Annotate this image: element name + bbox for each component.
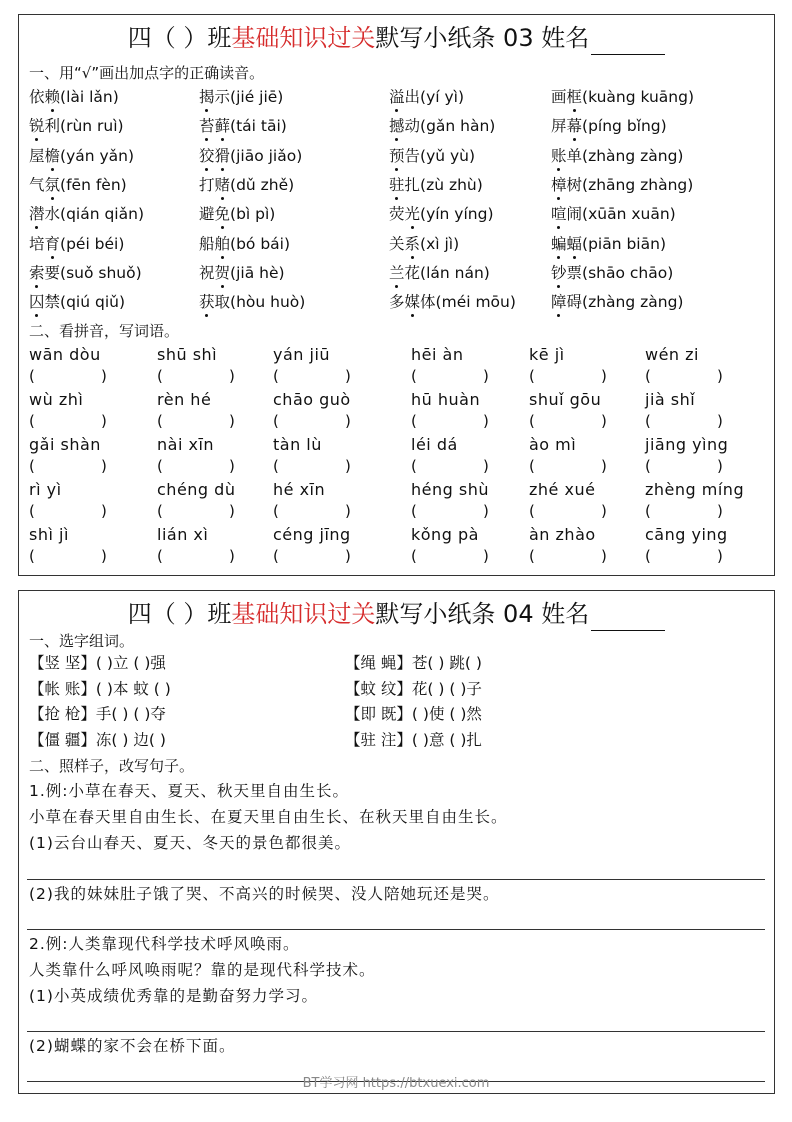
paren-right: ) bbox=[717, 547, 723, 565]
word-item[interactable]: 揭示(jié jiē) bbox=[199, 88, 284, 106]
section-title: 一、用“√”画出加点字的正确读音。 bbox=[29, 64, 265, 82]
answer-blank[interactable] bbox=[411, 457, 489, 475]
paren-right: ) bbox=[601, 547, 607, 565]
pinyin-label: héng shù bbox=[411, 480, 489, 499]
word-item[interactable]: 屏幕(píng bǐng) bbox=[551, 117, 667, 136]
answer-blank[interactable] bbox=[157, 457, 235, 475]
answer-blank[interactable] bbox=[645, 457, 723, 475]
answer-blank[interactable] bbox=[29, 457, 107, 475]
paren-left: ( bbox=[157, 547, 163, 565]
word-item[interactable]: 依赖(lài lǎn) bbox=[29, 88, 119, 106]
paren-left: ( bbox=[529, 367, 535, 385]
pinyin-label: chāo guò bbox=[273, 390, 351, 409]
choose-word-item[interactable]: 【蚊 纹】花( ) ( )子 bbox=[345, 679, 482, 698]
paren-right: ) bbox=[345, 367, 351, 385]
paren-left: ( bbox=[411, 457, 417, 475]
word-item[interactable]: 避免(bì pì) bbox=[199, 205, 276, 224]
choose-word-item[interactable]: 【绳 蝇】苍( ) 跳( ) bbox=[345, 654, 482, 672]
paren-left: ( bbox=[29, 547, 35, 565]
pinyin-label: gǎi shàn bbox=[29, 435, 101, 454]
paren-right: ) bbox=[101, 547, 107, 565]
answer-blank[interactable] bbox=[529, 547, 607, 565]
word-item[interactable]: 樟树(zhāng zhàng) bbox=[551, 175, 694, 194]
pinyin-label: kē jì bbox=[529, 345, 565, 364]
section-title: 二、照样子，改写句子。 bbox=[29, 757, 195, 775]
name-blank[interactable] bbox=[591, 28, 665, 55]
pinyin-label: rì yì bbox=[29, 480, 62, 499]
answer-blank[interactable] bbox=[529, 457, 607, 475]
pinyin-label: hé xīn bbox=[273, 480, 326, 499]
answer-blank[interactable] bbox=[273, 502, 351, 520]
pinyin-label: kǒng pà bbox=[411, 525, 479, 544]
answer-blank[interactable] bbox=[411, 547, 489, 565]
title-highlight: 基础知识过关 bbox=[231, 24, 376, 52]
question-1: (1)云台山春天、夏天、冬天的景色都很美。 bbox=[29, 834, 351, 852]
word-item[interactable]: 蝙蝠(piān biān) bbox=[551, 234, 666, 253]
name-blank[interactable] bbox=[591, 604, 665, 631]
paren-right: ) bbox=[717, 412, 723, 430]
paren-left: ( bbox=[29, 412, 35, 430]
word-item[interactable]: 多媒体(méi mōu) bbox=[389, 293, 516, 312]
paren-right: ) bbox=[717, 367, 723, 385]
paren-left: ( bbox=[273, 367, 279, 385]
paren-right: ) bbox=[483, 412, 489, 430]
pinyin-label: zhé xué bbox=[529, 480, 596, 499]
answer-blank[interactable] bbox=[157, 502, 235, 520]
pinyin-label: jià shǐ bbox=[645, 390, 696, 409]
pinyin-label: cāng ying bbox=[645, 525, 728, 544]
paren-left: ( bbox=[529, 502, 535, 520]
paren-left: ( bbox=[29, 502, 35, 520]
choose-word-item[interactable]: 【驻 注】( )意 ( )扎 bbox=[345, 730, 482, 749]
pinyin-label: léi dá bbox=[411, 435, 458, 454]
pinyin-label: shū shì bbox=[157, 345, 218, 364]
footer-watermark: BT学习网 https://btxuexi.com bbox=[302, 1076, 490, 1091]
paren-left: ( bbox=[157, 367, 163, 385]
paren-right: ) bbox=[717, 502, 723, 520]
word-item[interactable]: 培育(péi béi) bbox=[29, 234, 125, 253]
paren-right: ) bbox=[345, 457, 351, 475]
paren-right: ) bbox=[483, 502, 489, 520]
pinyin-label: rèn hé bbox=[157, 390, 212, 409]
word-item[interactable]: 获取(hòu huò) bbox=[199, 293, 306, 312]
title-highlight: 基础知识过关 bbox=[231, 600, 376, 628]
word-item[interactable]: 画框(kuàng kuāng) bbox=[551, 88, 695, 106]
paren-right: ) bbox=[483, 547, 489, 565]
choose-word-item[interactable]: 【竖 坚】( )立 ( )强 bbox=[29, 654, 166, 672]
paren-right: ) bbox=[601, 367, 607, 385]
pinyin-label: ào mì bbox=[529, 435, 577, 454]
example-answer: 小草在春天里自由生长、在夏天里自由生长、在秋天里自由生长。 bbox=[29, 808, 508, 826]
word-item[interactable]: 气氛(fēn fèn) bbox=[29, 175, 127, 194]
word-item[interactable]: 溢出(yí yì) bbox=[389, 88, 465, 106]
answer-blank[interactable] bbox=[29, 412, 107, 430]
paren-right: ) bbox=[483, 367, 489, 385]
pinyin-label: tàn lù bbox=[273, 435, 322, 454]
paren-left: ( bbox=[273, 412, 279, 430]
paren-right: ) bbox=[717, 457, 723, 475]
pinyin-label: wān dòu bbox=[29, 345, 101, 364]
word-item[interactable]: 狡猾(jiāo jiǎo) bbox=[199, 146, 303, 165]
word-item[interactable]: 打赌(dǔ zhě) bbox=[199, 175, 295, 194]
paren-right: ) bbox=[101, 502, 107, 520]
section-title: 一、选字组词。 bbox=[29, 632, 135, 650]
answer-blank[interactable] bbox=[529, 367, 607, 385]
title-suffix: 默写小纸条 03 姓名 bbox=[375, 24, 590, 52]
paren-right: ) bbox=[601, 502, 607, 520]
word-item[interactable]: 潜水(qián qiǎn) bbox=[29, 205, 144, 224]
paren-left: ( bbox=[157, 457, 163, 475]
choose-word-item[interactable]: 【抢 枪】手( ) ( )夺 bbox=[29, 705, 166, 723]
paren-left: ( bbox=[645, 367, 651, 385]
question-1: (1)小英成绩优秀靠的是勤奋努力学习。 bbox=[29, 987, 318, 1005]
pinyin-label: jiāng yìng bbox=[645, 435, 729, 454]
paren-left: ( bbox=[273, 457, 279, 475]
word-item[interactable]: 锐利(rùn ruì) bbox=[29, 117, 124, 136]
pinyin-label: shì jì bbox=[29, 525, 69, 544]
word-item[interactable]: 预告(yǔ yù) bbox=[389, 146, 476, 165]
word-item[interactable]: 祝贺(jiā hè) bbox=[199, 263, 285, 282]
answer-blank[interactable] bbox=[157, 412, 235, 430]
pinyin-label: àn zhào bbox=[529, 525, 596, 544]
worksheet-04 bbox=[18, 590, 775, 1094]
word-item[interactable]: 关系(xì jì) bbox=[389, 234, 460, 253]
paren-right: ) bbox=[101, 457, 107, 475]
answer-blank[interactable] bbox=[273, 367, 351, 385]
paren-left: ( bbox=[529, 547, 535, 565]
choose-word-item[interactable]: 【僵 疆】冻( ) 边( ) bbox=[29, 730, 166, 749]
answer-blank[interactable] bbox=[645, 367, 723, 385]
answer-line[interactable] bbox=[27, 879, 765, 880]
answer-blank[interactable] bbox=[411, 412, 489, 430]
word-item[interactable]: 屋檐(yán yǎn) bbox=[29, 146, 135, 165]
paren-right: ) bbox=[229, 547, 235, 565]
pinyin-label: nài xīn bbox=[157, 435, 215, 454]
answer-blank[interactable] bbox=[645, 412, 723, 430]
paren-right: ) bbox=[229, 367, 235, 385]
paren-right: ) bbox=[601, 457, 607, 475]
pinyin-label: wù zhì bbox=[29, 390, 84, 409]
answer-blank[interactable] bbox=[645, 547, 723, 565]
title-class-prefix: 四（ ）班 bbox=[127, 24, 232, 52]
word-item[interactable]: 囚禁(qiú qiǔ) bbox=[29, 293, 125, 312]
paren-right: ) bbox=[483, 457, 489, 475]
answer-blank[interactable] bbox=[529, 412, 607, 430]
answer-blank[interactable] bbox=[157, 547, 235, 565]
answer-blank[interactable] bbox=[273, 412, 351, 430]
answer-blank[interactable] bbox=[411, 502, 489, 520]
pinyin-label: céng jīng bbox=[273, 525, 351, 544]
choose-word-item[interactable]: 【即 既】( )使 ( )然 bbox=[345, 705, 482, 723]
word-item[interactable]: 撼动(gǎn hàn) bbox=[389, 117, 496, 136]
pinyin-label: hū huàn bbox=[411, 390, 481, 409]
paren-left: ( bbox=[157, 412, 163, 430]
worksheet-title bbox=[19, 21, 774, 55]
answer-blank[interactable] bbox=[29, 502, 107, 520]
paren-left: ( bbox=[273, 547, 279, 565]
word-item[interactable]: 障碍(zhàng zàng) bbox=[551, 293, 684, 312]
paren-left: ( bbox=[411, 367, 417, 385]
answer-blank[interactable] bbox=[157, 367, 235, 385]
paren-left: ( bbox=[273, 502, 279, 520]
answer-line[interactable] bbox=[27, 1031, 765, 1032]
paren-left: ( bbox=[529, 457, 535, 475]
question-2: (2)蝴蝶的家不会在桥下面。 bbox=[29, 1037, 236, 1055]
pinyin-label: zhèng míng bbox=[645, 480, 745, 499]
paren-left: ( bbox=[645, 547, 651, 565]
paren-right: ) bbox=[345, 502, 351, 520]
answer-blank[interactable] bbox=[29, 367, 107, 385]
word-item[interactable]: 驻扎(zù zhù) bbox=[389, 175, 483, 194]
paren-left: ( bbox=[29, 457, 35, 475]
answer-blank[interactable] bbox=[645, 502, 723, 520]
paren-right: ) bbox=[601, 412, 607, 430]
word-item[interactable]: 喧闹(xūān xuān) bbox=[551, 205, 676, 224]
answer-blank[interactable] bbox=[529, 502, 607, 520]
paren-right: ) bbox=[345, 412, 351, 430]
paren-left: ( bbox=[29, 367, 35, 385]
word-item[interactable]: 兰花(lán nán) bbox=[389, 263, 490, 282]
word-item[interactable]: 苔藓(tái tāi) bbox=[199, 117, 287, 136]
paren-right: ) bbox=[229, 502, 235, 520]
paren-left: ( bbox=[411, 547, 417, 565]
pinyin-label: chéng dù bbox=[157, 480, 236, 499]
word-item[interactable]: 钞票(shāo chāo) bbox=[551, 263, 674, 282]
paren-right: ) bbox=[229, 412, 235, 430]
title-suffix: 默写小纸条 04 姓名 bbox=[375, 600, 590, 628]
paren-right: ) bbox=[101, 412, 107, 430]
paren-left: ( bbox=[157, 502, 163, 520]
answer-blank[interactable] bbox=[411, 367, 489, 385]
pinyin-label: lián xì bbox=[157, 525, 209, 544]
example-answer: 人类靠什么呼风唤雨呢？靠的是现代科学技术。 bbox=[29, 961, 376, 979]
example-sentence: 2.例:人类靠现代科学技术呼风唤雨。 bbox=[29, 935, 300, 953]
worksheet-title bbox=[19, 597, 774, 631]
paren-left: ( bbox=[645, 502, 651, 520]
paren-left: ( bbox=[529, 412, 535, 430]
paren-left: ( bbox=[645, 412, 651, 430]
answer-blank[interactable] bbox=[29, 547, 107, 565]
word-item[interactable]: 船舶(bó bái) bbox=[199, 234, 291, 253]
paren-left: ( bbox=[645, 457, 651, 475]
title-class-prefix: 四（ ）班 bbox=[127, 600, 232, 628]
paren-left: ( bbox=[411, 412, 417, 430]
section-title: 二、看拼音，写词语。 bbox=[29, 322, 180, 340]
word-item[interactable]: 账单(zhàng zàng) bbox=[551, 146, 684, 165]
paren-left: ( bbox=[411, 502, 417, 520]
choose-word-item[interactable]: 【帐 账】( )本 蚊 ( ) bbox=[29, 679, 171, 698]
word-item[interactable]: 荧光(yín yíng) bbox=[389, 205, 494, 224]
answer-blank[interactable] bbox=[273, 457, 351, 475]
paren-right: ) bbox=[345, 547, 351, 565]
paren-right: ) bbox=[229, 457, 235, 475]
answer-line[interactable] bbox=[27, 929, 765, 930]
question-2: (2)我的妹妹肚子饿了哭、不高兴的时候哭、没人陪她玩还是哭。 bbox=[29, 885, 500, 903]
pinyin-label: hēi àn bbox=[411, 345, 464, 364]
pinyin-label: shuǐ gōu bbox=[529, 390, 602, 409]
example-sentence: 1.例:小草在春天、夏天、秋天里自由生长。 bbox=[29, 782, 350, 800]
word-item[interactable]: 索要(suǒ shuǒ) bbox=[29, 263, 142, 282]
pinyin-label: wén zi bbox=[645, 345, 699, 364]
pinyin-label: yán jiū bbox=[273, 345, 331, 364]
answer-blank[interactable] bbox=[273, 547, 351, 565]
worksheet-03 bbox=[18, 14, 775, 576]
paren-right: ) bbox=[101, 367, 107, 385]
